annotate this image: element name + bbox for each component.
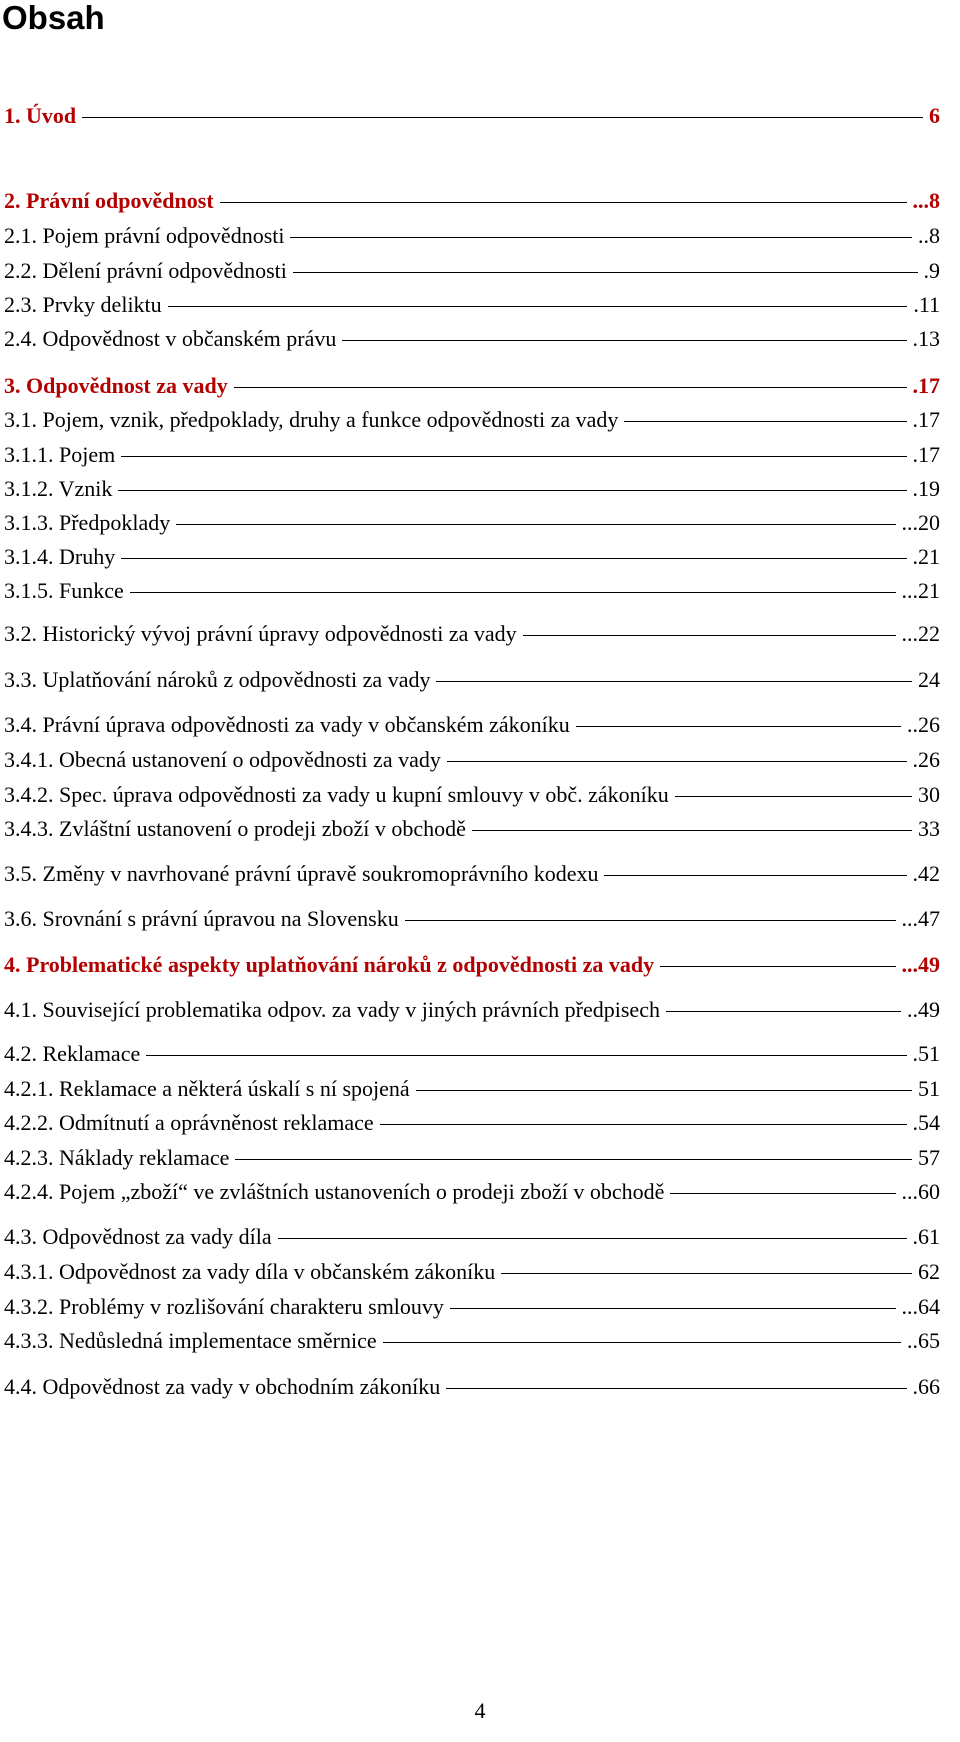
toc-entry-page: 26 bbox=[918, 747, 940, 772]
toc-leader-line bbox=[624, 421, 906, 422]
toc-leader-line bbox=[405, 920, 896, 921]
toc-entry bbox=[4, 1177, 940, 1207]
toc-entry-title: 3.4. Právní úprava odpovědnosti za vady v občanském zákoníku bbox=[4, 712, 570, 737]
toc-entry bbox=[4, 814, 940, 844]
toc-leader-line bbox=[501, 1273, 912, 1274]
toc-entry-title: 4.2.4. Pojem „zboží“ ve zvláštních ustanoveních o prodeji zboží v obchodě bbox=[4, 1179, 665, 1204]
toc-entry-dots: . bbox=[912, 544, 918, 569]
toc-entry bbox=[4, 576, 940, 606]
toc-entry-title: 3.1.4. Druhy bbox=[4, 544, 116, 569]
toc-entry-dots: ... bbox=[901, 1179, 918, 1204]
toc-leader-line bbox=[447, 761, 907, 762]
toc-entry-page: 61 bbox=[918, 1224, 940, 1249]
toc-entry-title: 3.1. Pojem, vznik, předpoklady, druhy a funkce odpovědnosti za vady bbox=[4, 407, 619, 432]
toc-leader-line bbox=[383, 1342, 901, 1343]
toc-entry bbox=[4, 665, 940, 695]
toc-entry-page: 30 bbox=[918, 782, 940, 807]
toc-leader-line bbox=[446, 1388, 906, 1389]
toc-entry-page: 26 bbox=[918, 712, 940, 737]
toc-entry-title: 4.2.3. Náklady reklamace bbox=[4, 1145, 230, 1170]
toc-entry-dots: . bbox=[923, 258, 929, 283]
toc-entry-dots: .. bbox=[907, 1328, 918, 1353]
toc-entry-page: 22 bbox=[918, 621, 940, 646]
toc-entry-page: 17 bbox=[918, 373, 940, 398]
toc-entry-title: 3.1.3. Předpoklady bbox=[4, 510, 171, 535]
toc-entry-page: 21 bbox=[918, 544, 940, 569]
toc-leader-line bbox=[293, 272, 918, 273]
toc-entry-title: 4.3. Odpovědnost za vady díla bbox=[4, 1224, 272, 1249]
toc-leader-line bbox=[121, 456, 906, 457]
toc-leader-line bbox=[576, 726, 901, 727]
toc-entry bbox=[4, 859, 940, 889]
toc-leader-line bbox=[675, 796, 912, 797]
toc-entry-page: 17 bbox=[918, 442, 940, 467]
toc-entry-title: 4.1. Související problematika odpov. za vady v jiných právních předpisech bbox=[4, 997, 660, 1022]
toc-entry-page: 65 bbox=[918, 1328, 940, 1353]
toc-entry bbox=[4, 474, 940, 504]
toc-entry-page: 19 bbox=[918, 476, 940, 501]
toc-entry bbox=[4, 904, 940, 934]
page-number: 4 bbox=[474, 1698, 486, 1723]
toc-leader-line bbox=[118, 490, 906, 491]
toc-entry-title: 4.3.3. Nedůsledná implementace směrnice bbox=[4, 1328, 377, 1353]
toc-entry bbox=[4, 101, 940, 131]
toc-entry bbox=[4, 1108, 940, 1138]
toc-entry-title: 3.1.5. Funkce bbox=[4, 578, 124, 603]
toc-entry-page: 66 bbox=[918, 1374, 940, 1399]
toc-entry-dots: . bbox=[913, 292, 919, 317]
toc-entry-dots: ... bbox=[901, 510, 918, 535]
toc-entry-page: 60 bbox=[918, 1179, 940, 1204]
toc-entry-title: 4.2. Reklamace bbox=[4, 1041, 141, 1066]
toc-entry-title: 2.3. Prvky deliktu bbox=[4, 292, 162, 317]
toc-entry-title: 3. Odpovědnost za vady bbox=[4, 373, 228, 398]
toc-entry-page: 49 bbox=[918, 997, 940, 1022]
toc-entry bbox=[4, 186, 940, 216]
toc-entry bbox=[4, 542, 940, 572]
toc-entry-dots: ... bbox=[901, 952, 918, 977]
toc-entry-page: 8 bbox=[929, 188, 940, 213]
toc-entry-title: 3.3. Uplatňování nároků z odpovědnosti za vady bbox=[4, 667, 431, 692]
toc-entry bbox=[4, 950, 940, 980]
toc-leader-line bbox=[121, 558, 906, 559]
toc-entry bbox=[4, 1143, 940, 1173]
toc-entry-page: 51 bbox=[918, 1041, 940, 1066]
toc-entry-page: 8 bbox=[929, 223, 940, 248]
toc-leader-line bbox=[436, 681, 912, 682]
toc-entry bbox=[4, 440, 940, 470]
toc-entry-dots: .. bbox=[918, 223, 929, 248]
toc-entry-page: 13 bbox=[918, 326, 940, 351]
toc-entry bbox=[4, 1039, 940, 1069]
toc-leader-line bbox=[342, 340, 906, 341]
toc-leader-line bbox=[234, 387, 907, 388]
toc-entry-dots: ... bbox=[901, 906, 918, 931]
toc-leader-line bbox=[416, 1090, 912, 1091]
toc-entry-page: 33 bbox=[918, 816, 940, 841]
toc-leader-line bbox=[670, 1193, 895, 1194]
toc-entry-title: 3.4.3. Zvláštní ustanovení o prodeji zboží v obchodě bbox=[4, 816, 466, 841]
toc-entry-page: 51 bbox=[918, 1076, 940, 1101]
toc-entry bbox=[4, 371, 940, 401]
toc-entry-title: 2.1. Pojem právní odpovědnosti bbox=[4, 223, 285, 248]
toc-entry-title: 2.2. Dělení právní odpovědnosti bbox=[4, 258, 287, 283]
toc-leader-line bbox=[472, 830, 912, 831]
toc-entry-dots: . bbox=[912, 1374, 918, 1399]
toc-entry-dots: ... bbox=[901, 578, 918, 603]
toc-leader-line bbox=[168, 306, 908, 307]
toc-entry bbox=[4, 995, 940, 1025]
toc-entry-title: 3.5. Změny v navrhované právní úpravě soukromoprávního kodexu bbox=[4, 861, 599, 886]
toc-entry-page: 49 bbox=[918, 952, 940, 977]
toc-entry bbox=[4, 780, 940, 810]
toc-entry-dots: . bbox=[912, 476, 918, 501]
toc-entry bbox=[4, 745, 940, 775]
toc-entry bbox=[4, 405, 940, 435]
toc-entry-title: 3.6. Srovnání s právní úpravou na Slovensku bbox=[4, 906, 399, 931]
toc-entry-dots: . bbox=[912, 861, 918, 886]
toc-leader-line bbox=[450, 1308, 896, 1309]
toc-entry bbox=[4, 290, 940, 320]
toc-leader-line bbox=[220, 202, 907, 203]
toc-entry bbox=[4, 1222, 940, 1252]
toc-entry-page: 62 bbox=[918, 1259, 940, 1284]
toc-entry bbox=[4, 619, 940, 649]
toc-entry-page: 54 bbox=[918, 1110, 940, 1135]
toc-entry bbox=[4, 508, 940, 538]
toc-entry bbox=[4, 1257, 940, 1287]
toc-entry-dots: . bbox=[912, 1110, 918, 1135]
toc-entry-page: 42 bbox=[918, 861, 940, 886]
toc-leader-line bbox=[235, 1159, 912, 1160]
toc-entry bbox=[4, 221, 940, 251]
toc-leader-line bbox=[666, 1011, 901, 1012]
toc-entry bbox=[4, 1372, 940, 1402]
toc-entry-title: 3.1.1. Pojem bbox=[4, 442, 116, 467]
toc-entry bbox=[4, 710, 940, 740]
toc-entry-title: 1. Úvod bbox=[4, 103, 77, 128]
toc-leader-line bbox=[130, 592, 896, 593]
toc-entry bbox=[4, 1326, 940, 1356]
toc-entry-title: 3.1.2. Vznik bbox=[4, 476, 113, 501]
toc-entry-title: 4.2.2. Odmítnutí a oprávněnost reklamace bbox=[4, 1110, 374, 1135]
toc-entry-dots: . bbox=[912, 373, 918, 398]
toc-entry-dots: . bbox=[912, 747, 918, 772]
toc-entry-page: 21 bbox=[918, 578, 940, 603]
page-title: Obsah bbox=[2, 0, 105, 36]
toc-leader-line bbox=[523, 635, 896, 636]
toc-entry-dots: . bbox=[912, 1041, 918, 1066]
toc-entry-page: 64 bbox=[918, 1294, 940, 1319]
toc-entry bbox=[4, 1074, 940, 1104]
toc-entry-page: 9 bbox=[929, 258, 940, 283]
toc-leader-line bbox=[278, 1238, 907, 1239]
toc-leader-line bbox=[290, 237, 912, 238]
toc-entry-dots: ... bbox=[901, 621, 918, 646]
toc-entry-dots: ... bbox=[912, 188, 929, 213]
toc-entry bbox=[4, 1292, 940, 1322]
toc-entry-title: 4. Problematické aspekty uplatňování nároků z odpovědnosti za vady bbox=[4, 952, 655, 977]
toc-entry-page: 47 bbox=[918, 906, 940, 931]
toc-entry-page: 6 bbox=[929, 103, 940, 128]
toc-entry-dots: . bbox=[912, 326, 918, 351]
toc-leader-line bbox=[146, 1055, 906, 1056]
toc-leader-line bbox=[176, 524, 895, 525]
toc-entry bbox=[4, 256, 940, 286]
toc-leader-line bbox=[380, 1124, 907, 1125]
toc-entry-page: 57 bbox=[918, 1145, 940, 1170]
toc-leader-line bbox=[604, 875, 906, 876]
toc-entry-title: 4.4. Odpovědnost za vady v obchodním zákoníku bbox=[4, 1374, 441, 1399]
toc-entry-dots: ... bbox=[901, 1294, 918, 1319]
toc-leader-line bbox=[660, 966, 895, 967]
toc-entry-page: 20 bbox=[918, 510, 940, 535]
toc-entry-title: 4.2.1. Reklamace a některá úskalí s ní spojená bbox=[4, 1076, 410, 1101]
toc-entry-title: 4.3.1. Odpovědnost za vady díla v občanském zákoníku bbox=[4, 1259, 496, 1284]
toc-entry-dots: .. bbox=[907, 997, 918, 1022]
toc-entry-page: 11 bbox=[918, 292, 940, 317]
toc-entry-title: 2.4. Odpovědnost v občanském právu bbox=[4, 326, 337, 351]
toc-entry-title: 4.3.2. Problémy v rozlišování charakteru smlouvy bbox=[4, 1294, 444, 1319]
toc-entry-title: 3.2. Historický vývoj právní úpravy odpovědnosti za vady bbox=[4, 621, 517, 646]
toc-entry-title: 3.4.1. Obecná ustanovení o odpovědnosti za vady bbox=[4, 747, 441, 772]
toc-leader-line bbox=[82, 117, 923, 118]
toc-entry bbox=[4, 324, 940, 354]
toc-entry-dots: . bbox=[912, 1224, 918, 1249]
toc-entry-title: 3.4.2. Spec. úprava odpovědnosti za vady u kupní smlouvy v obč. zákoníku bbox=[4, 782, 669, 807]
toc-entry-dots: . bbox=[912, 442, 918, 467]
toc-entry-page: 17 bbox=[918, 407, 940, 432]
toc-entry-title: 2. Právní odpovědnost bbox=[4, 188, 214, 213]
toc-entry-dots: .. bbox=[907, 712, 918, 737]
toc-entry-dots: . bbox=[912, 407, 918, 432]
toc-entry-page: 24 bbox=[918, 667, 940, 692]
